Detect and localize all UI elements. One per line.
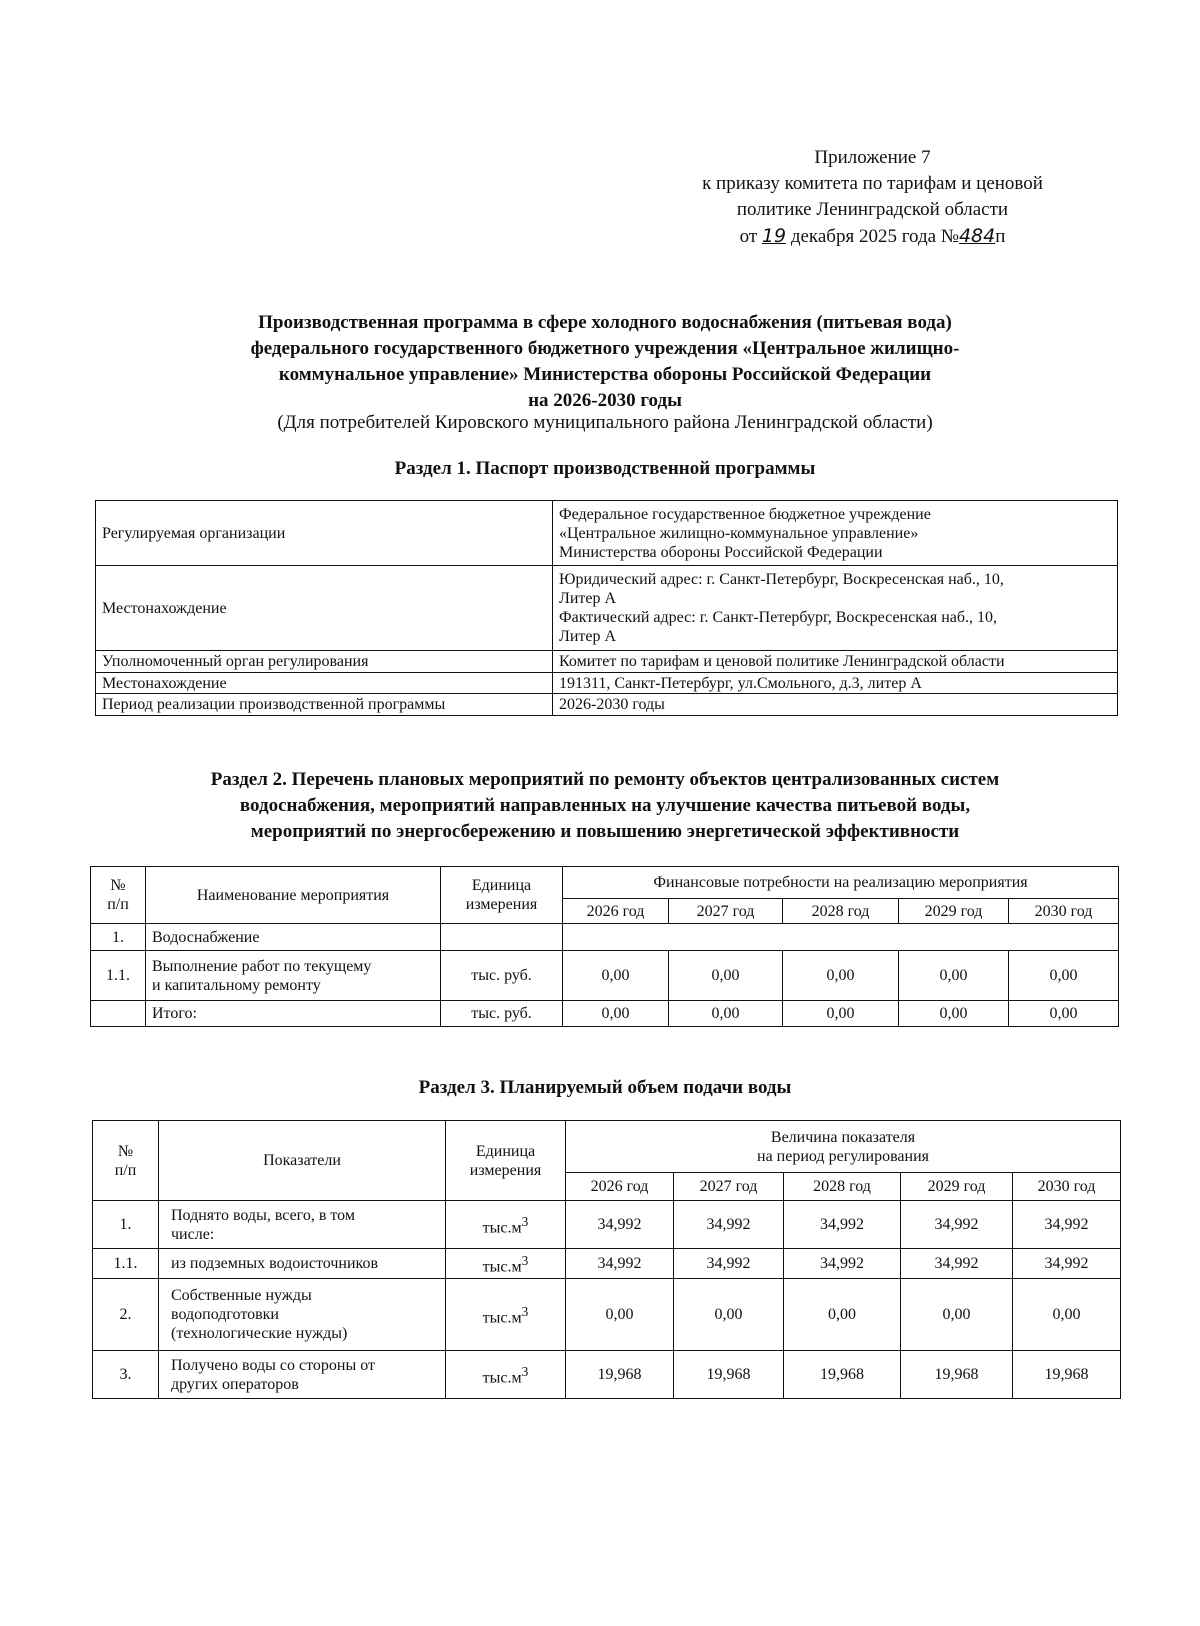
text-line: Собственные нужды [171, 1287, 312, 1304]
header-row [91, 867, 1119, 899]
col-num-header [93, 1121, 159, 1201]
col-name-header: Наименование мероприятия [146, 867, 441, 924]
row-label: Регулируемая организации [96, 501, 553, 566]
row-value: 0,00 [783, 1001, 899, 1027]
text-line: Литер А [559, 590, 617, 607]
row-value: 0,00 [901, 1279, 1013, 1351]
row-name [159, 1249, 446, 1279]
water-volume-table [92, 1120, 1121, 1399]
row-value: 34,992 [674, 1201, 784, 1249]
text-line: Величина показателя [770, 1128, 916, 1146]
year-header: 2030 год [1009, 899, 1119, 924]
row-unit [446, 1279, 566, 1351]
row-value: 0,00 [674, 1279, 784, 1351]
row-value: 0,00 [784, 1279, 901, 1351]
unit-superscript: 3 [521, 1363, 529, 1379]
appendix-date-line: от 19 декабря 2025 года №484п [739, 225, 1006, 247]
text-line: Фактический адрес: г. Санкт-Петербург, Воскресенская наб., 10, [559, 609, 998, 626]
unit-base: тыс.м [482, 1258, 522, 1276]
row-value [553, 651, 1118, 673]
row-name: Водоснабжение [146, 924, 441, 951]
table-row [93, 1201, 1121, 1249]
unit-base: тыс.м [482, 1369, 522, 1387]
table-row [96, 501, 1118, 566]
text-line: Федеральное государственное бюджетное учреждение [559, 505, 931, 523]
section3-heading: Раздел 3. Планируемый объем подачи воды [418, 1077, 792, 1098]
col-group-header [566, 1121, 1121, 1173]
section2-heading: Раздел 2. Перечень плановых мероприятий по ремонту объектов централизованных систем водоснабжения, мероприятий направленных на улучшение качества питьевой воды, мероприятий по энергосбережению и повышению энергетической эффективности [210, 769, 1000, 842]
row-value: 34,992 [901, 1249, 1013, 1279]
empty-cell [563, 924, 1119, 951]
text-line: п/п [107, 896, 129, 913]
row-label: Период реализации производственной программы [96, 694, 553, 716]
year-header: 2026 год [563, 899, 669, 924]
row-value: 0,00 [566, 1279, 674, 1351]
unit-base: тыс.м [482, 1219, 522, 1237]
row-value: 0,00 [669, 1001, 783, 1027]
table-row [91, 924, 1119, 951]
row-num: 1.1. [93, 1249, 159, 1279]
text-line: измерения [465, 896, 538, 913]
row-value: 0,00 [1009, 1001, 1119, 1027]
row-value: 34,992 [901, 1201, 1013, 1249]
table-row [96, 651, 1118, 673]
row-value: 0,00 [899, 1001, 1009, 1027]
row-value: 34,992 [674, 1249, 784, 1279]
text-line: 191311, Санкт-Петербург, ул.Смольного, д.3, литер А [559, 674, 922, 692]
text-line: Литер А [559, 628, 617, 645]
table-row [93, 1351, 1121, 1399]
text-line: других операторов [171, 1375, 299, 1393]
year-header: 2029 год [901, 1173, 1013, 1201]
text-line: на период регулирования [757, 1147, 930, 1165]
year-header: 2027 год [669, 899, 783, 924]
row-label: Местонахождение [96, 673, 553, 694]
row-label: Местонахождение [96, 566, 553, 651]
text-line: (технологические нужды) [171, 1325, 348, 1342]
row-name [159, 1201, 446, 1249]
row-value: 0,00 [783, 951, 899, 1001]
handwritten-number: 484 [958, 225, 996, 247]
row-label: Уполномоченный орган регулирования [96, 651, 553, 673]
table-row [93, 1249, 1121, 1279]
text-line: «Центральное жилищно-коммунальное управление» [559, 524, 919, 542]
unit-base: тыс.м [482, 1309, 522, 1327]
col-name-header: Показатели [159, 1121, 446, 1201]
year-header: 2026 год [566, 1173, 674, 1201]
row-value: 0,00 [899, 951, 1009, 1001]
row-unit [441, 924, 563, 951]
row-unit [446, 1201, 566, 1249]
row-value: 34,992 [784, 1249, 901, 1279]
text-line: № [117, 1142, 134, 1160]
row-name [159, 1279, 446, 1351]
appendix-committee-line: политике Ленинградской области [736, 199, 1009, 220]
text-line: Комитет по тарифам и ценовой политике Ленинградской области [559, 653, 1005, 670]
row-unit: тыс. руб. [441, 1001, 563, 1027]
text-line: Выполнение работ по текущему [152, 957, 372, 975]
row-value: 34,992 [1013, 1249, 1121, 1279]
row-value [553, 501, 1118, 566]
row-value: 19,968 [901, 1351, 1013, 1399]
row-value: 19,968 [674, 1351, 784, 1399]
table-row [96, 694, 1118, 716]
row-value: 34,992 [566, 1249, 674, 1279]
row-value: 34,992 [784, 1201, 901, 1249]
row-value: 34,992 [566, 1201, 674, 1249]
year-header: 2029 год [899, 899, 1009, 924]
text-line: и капитальному ремонту [152, 976, 321, 994]
row-value [553, 566, 1118, 651]
table-row [93, 1279, 1121, 1351]
row-unit [446, 1249, 566, 1279]
year-header: 2027 год [674, 1173, 784, 1201]
text-line: Юридический адрес: г. Санкт-Петербург, Воскресенская наб., 10, [559, 571, 1004, 588]
text-line: водоподготовки [171, 1306, 279, 1323]
row-num: 2. [93, 1279, 159, 1351]
row-num [91, 1001, 146, 1027]
row-value: 0,00 [563, 951, 669, 1001]
text-line: Министерства обороны Российской Федерации [559, 543, 883, 561]
table-row [91, 951, 1119, 1001]
passport-table [95, 500, 1118, 716]
text-line: № [110, 877, 126, 894]
text-line: Поднято воды, всего, в том [171, 1206, 355, 1224]
row-name [159, 1351, 446, 1399]
row-value: 0,00 [563, 1001, 669, 1027]
row-name [146, 951, 441, 1001]
table-row [96, 566, 1118, 651]
row-num: 3. [93, 1351, 159, 1399]
year-header: 2028 год [784, 1173, 901, 1201]
text-line: Единица [475, 1142, 536, 1160]
year-header: 2028 год [783, 899, 899, 924]
text-line: из подземных водоисточников [171, 1255, 379, 1272]
text-line: Единица [471, 877, 532, 894]
document-title: Производственная программа в сфере холодного водоснабжения (питьевая вода) федерального государственного бюджетного учреждения «Центральное жилищно- коммунальное управление» Министерства обороны Российской Федерации на 2026-2030 годы [250, 312, 960, 411]
row-value: 19,968 [1013, 1351, 1121, 1399]
row-num: 1. [93, 1201, 159, 1249]
row-value: 0,00 [1013, 1279, 1121, 1351]
text-line: числе: [171, 1225, 215, 1243]
row-value: 19,968 [566, 1351, 674, 1399]
text-line: п/п [114, 1161, 137, 1179]
unit-superscript: 3 [521, 1303, 529, 1319]
year-header: 2030 год [1013, 1173, 1121, 1201]
unit-superscript: 3 [521, 1252, 529, 1268]
row-num: 1. [91, 924, 146, 951]
text-line: Получено воды со стороны от [171, 1356, 375, 1374]
row-value: 0,00 [1009, 951, 1119, 1001]
row-value [553, 694, 1118, 716]
appendix-header [600, 145, 1145, 250]
measures-table [90, 866, 1119, 1027]
handwritten-day: 19 [761, 225, 787, 247]
document-subtitle: (Для потребителей Кировского муниципального района Ленинградской области) [277, 412, 933, 433]
row-unit: тыс. руб. [441, 951, 563, 1001]
table-row [91, 1001, 1119, 1027]
text-line: измерения [469, 1161, 542, 1179]
col-group-header: Финансовые потребности на реализацию мероприятия [563, 867, 1119, 899]
appendix-order-line: к приказу комитета по тарифам и ценовой [702, 173, 1043, 194]
text-line: 2026-2030 годы [559, 696, 665, 713]
row-value [553, 673, 1118, 694]
appendix-title: Приложение 7 [814, 147, 931, 168]
row-num: 1.1. [91, 951, 146, 1001]
row-value: 0,00 [669, 951, 783, 1001]
col-num-header [91, 867, 146, 924]
row-value: 34,992 [1013, 1201, 1121, 1249]
table-row [96, 673, 1118, 694]
row-name: Итого: [146, 1001, 441, 1027]
unit-superscript: 3 [521, 1213, 529, 1229]
col-unit-header [446, 1121, 566, 1201]
col-unit-header [441, 867, 563, 924]
section1-heading: Раздел 1. Паспорт производственной программы [394, 458, 816, 479]
header-row [93, 1121, 1121, 1173]
row-value: 19,968 [784, 1351, 901, 1399]
row-unit [446, 1351, 566, 1399]
